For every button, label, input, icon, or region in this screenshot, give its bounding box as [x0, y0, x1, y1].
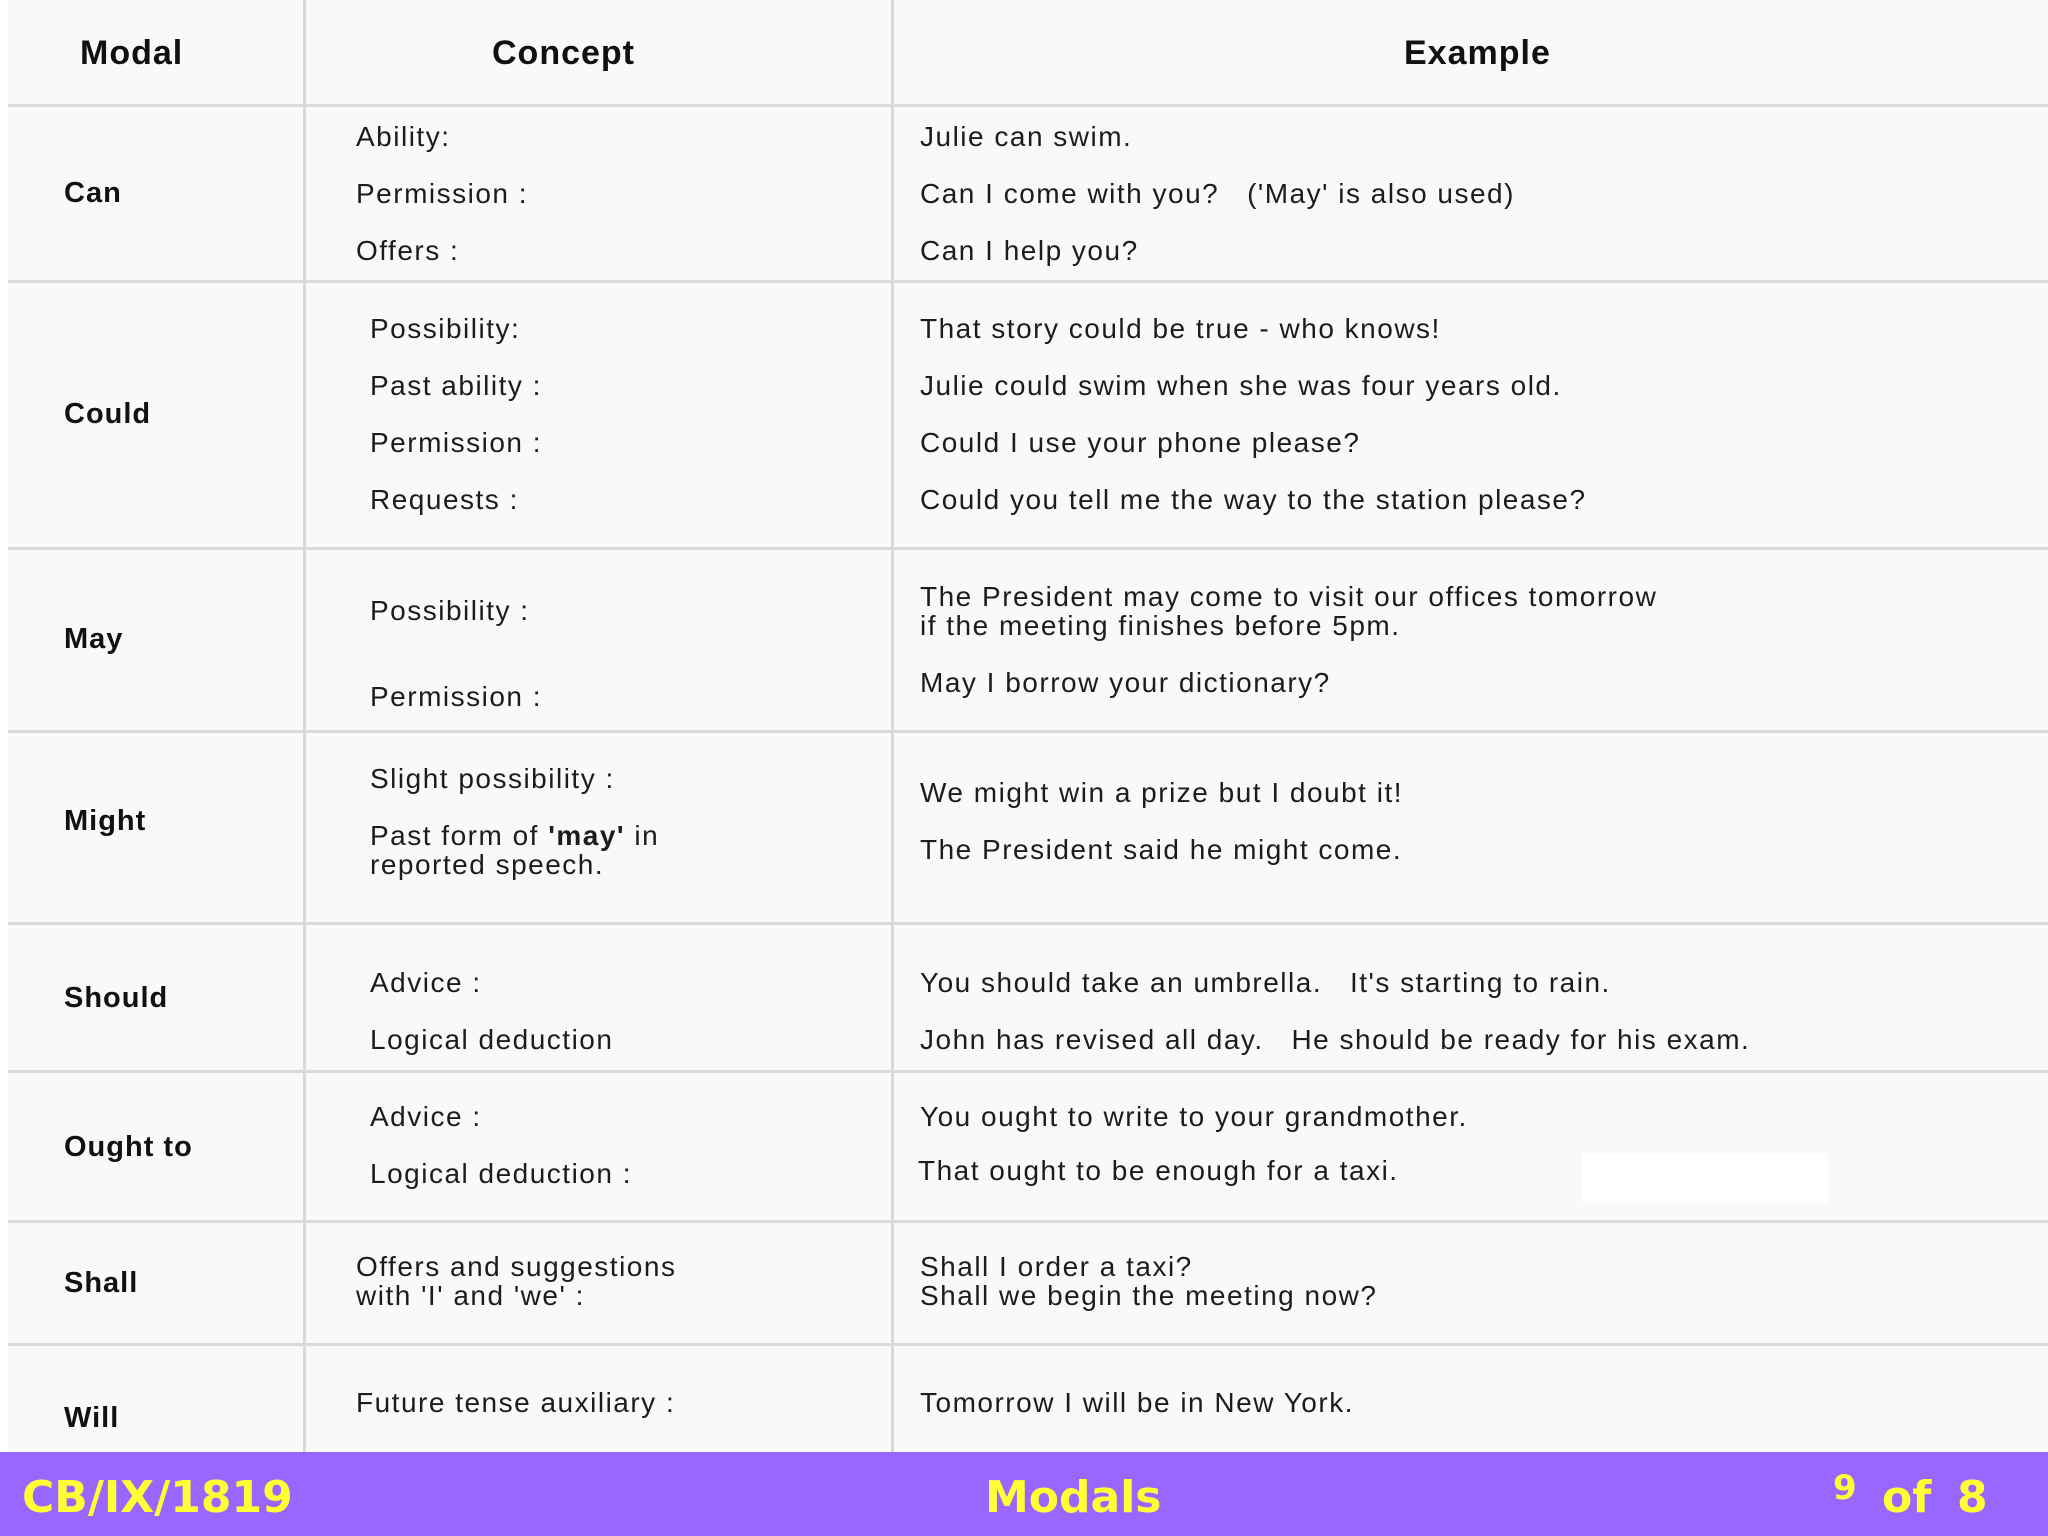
modal-might: Might — [64, 805, 147, 837]
concept-text: Permission : — [356, 178, 529, 209]
example-text: Shall I order a taxi? — [920, 1251, 1193, 1282]
modals-table — [8, 0, 2048, 1452]
example-text: Shall we begin the meeting now? — [920, 1280, 1378, 1311]
footer-bar — [0, 1452, 2048, 1536]
modal-may: May — [64, 623, 124, 655]
concept-text: Possibility : — [370, 595, 530, 626]
page-of: of — [1882, 1472, 1932, 1523]
row-divider — [8, 1220, 2048, 1223]
example-text: May I borrow your dictionary? — [920, 667, 1331, 698]
concept-text: with 'I' and 'we' : — [356, 1280, 585, 1311]
concept-text: Logical deduction : — [370, 1158, 633, 1189]
example-text: You should take an umbrella. It's starting to rain. — [920, 967, 1611, 998]
concept-text-bold: 'may' — [548, 820, 626, 851]
concept-text: Advice : — [370, 967, 482, 998]
row-divider — [8, 1070, 2048, 1073]
example-text: That story could be true - who knows! — [920, 313, 1441, 344]
example-text: Can I come with you? ('May' is also used) — [920, 178, 1515, 209]
concept-text: Ability: — [356, 121, 451, 152]
row-divider — [8, 730, 2048, 733]
concept-text: Advice : — [370, 1101, 482, 1132]
modal-ought-to: Ought to — [64, 1131, 193, 1163]
concept-text: Logical deduction — [370, 1024, 614, 1055]
modal-should: Should — [64, 982, 169, 1014]
column-divider — [891, 0, 894, 1452]
modal-will: Will — [64, 1402, 120, 1434]
modals-table-image — [8, 0, 2048, 1452]
concept-text: Slight possibility : — [370, 763, 615, 794]
concept-text: Permission : — [370, 427, 543, 458]
row-divider — [8, 547, 2048, 550]
concept-text: Permission : — [370, 681, 543, 712]
column-divider — [303, 0, 306, 1452]
example-text: We might win a prize but I doubt it! — [920, 777, 1404, 808]
example-text: if the meeting finishes before 5pm. — [920, 610, 1401, 641]
concept-text: Requests : — [370, 484, 519, 515]
example-text: The President said he might come. — [920, 834, 1403, 865]
page-current: 9 — [1833, 1468, 1857, 1508]
example-text: Julie can swim. — [920, 121, 1133, 152]
concept-text: Offers : — [356, 235, 460, 266]
header-modal: Modal — [80, 34, 184, 72]
modal-could: Could — [64, 398, 152, 430]
example-text: Tomorrow I will be in New York. — [920, 1387, 1354, 1418]
example-text: Can I help you? — [920, 235, 1139, 266]
header-example: Example — [1404, 34, 1551, 72]
concept-text: Possibility: — [370, 313, 521, 344]
header-concept: Concept — [492, 34, 635, 72]
concept-text: Past ability : — [370, 370, 542, 401]
example-text: Could I use your phone please? — [920, 427, 1361, 458]
concept-text-part: Past form of — [370, 820, 549, 851]
modal-can: Can — [64, 177, 122, 209]
footer-code: CB/IX/1819 — [22, 1472, 293, 1523]
example-text: The President may come to visit our offices tomorrow — [920, 581, 1658, 612]
row-divider — [8, 104, 2048, 107]
modal-shall: Shall — [64, 1267, 139, 1299]
whiteout-patch — [1583, 1153, 1828, 1203]
example-text: John has revised all day. He should be ready for his exam. — [920, 1024, 1751, 1055]
example-text: Julie could swim when she was four years old. — [920, 370, 1562, 401]
example-text: You ought to write to your grandmother. — [920, 1101, 1468, 1132]
row-divider — [8, 1343, 2048, 1346]
concept-text — [370, 821, 659, 850]
concept-text-part: in — [625, 820, 660, 851]
footer-title: Modals — [985, 1472, 1162, 1523]
concept-text: Offers and suggestions — [356, 1251, 677, 1282]
row-divider — [8, 280, 2048, 283]
row-divider — [8, 922, 2048, 925]
concept-text: reported speech. — [370, 849, 605, 880]
page-total: 8 — [1957, 1472, 1988, 1523]
example-text: Could you tell me the way to the station please? — [920, 484, 1587, 515]
example-text: That ought to be enough for a taxi. — [918, 1155, 1399, 1186]
concept-text: Future tense auxiliary : — [356, 1387, 676, 1418]
